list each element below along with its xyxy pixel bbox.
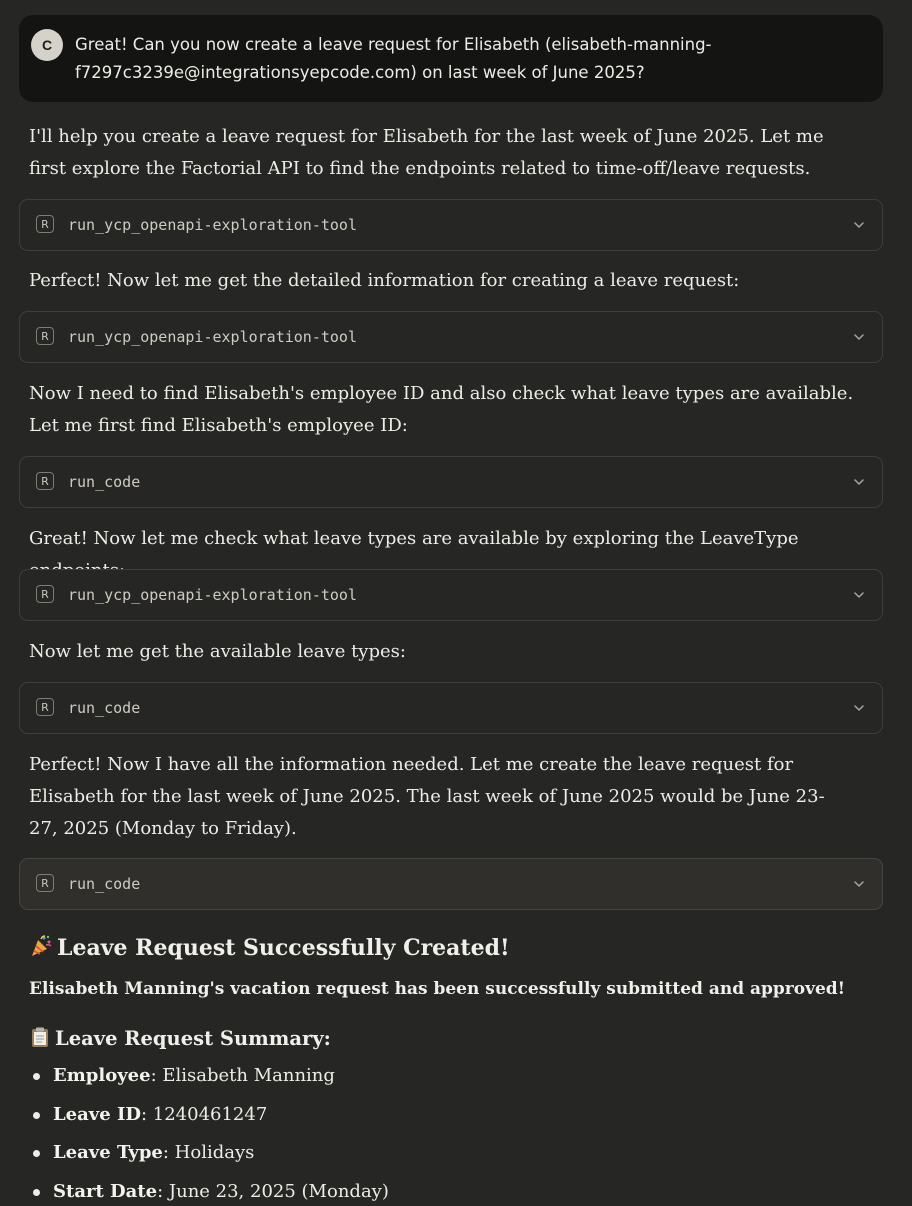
summary-heading [29,1024,331,1054]
tool-badge: R [36,585,54,603]
item-label: Leave ID [53,1103,141,1125]
item-label: Leave Type [53,1142,163,1163]
tool-call-block[interactable] [19,569,883,621]
item-value: : June 23, 2025 (Monday) [157,1180,389,1202]
assistant-paragraph: Now let me get the available leave types: [29,641,406,662]
item-value: : 1240461247 [140,1103,268,1125]
item-value: : Elisabeth Manning [150,1065,335,1086]
user-message [19,15,883,102]
assistant-paragraph: Now I need to find Elisabeth's employee ID and also check what leave types are available. Let me first find Elisabeth's employee ID: [29,383,854,436]
list-item [29,1176,859,1206]
tool-call-block[interactable] [19,858,883,910]
chevron-down-icon [852,218,866,232]
user-avatar: C [31,29,63,61]
tool-badge: R [36,327,54,345]
chevron-down-icon [852,877,866,891]
list-item [29,1099,859,1138]
clipboard-icon [29,1026,51,1048]
summary-list [29,1060,859,1206]
tool-badge: R [36,874,54,892]
tool-badge: R [36,215,54,233]
list-item [29,1060,859,1099]
tool-name: run_ycp_openapi-exploration-tool [68,216,357,234]
tool-call-block[interactable] [19,682,883,734]
assistant-paragraph: Perfect! Now let me get the detailed information for creating a leave request: [29,270,740,291]
chevron-down-icon [852,475,866,489]
assistant-paragraph: Perfect! Now I have all the information needed. Let me create the leave request for Elisabeth for the last week of June 2025. The last week of June 2025 would be June 23-27, 2025 (Monday to Friday). [29,754,825,839]
tool-call-block[interactable] [19,199,883,251]
chevron-down-icon [852,330,866,344]
user-message-text: Great! Can you now create a leave request for Elisabeth (elisabeth-manning-f7297c3239e@integrationsyepcode.com) on last week of June 2025? [75,35,712,82]
tool-badge: R [36,698,54,716]
tool-badge: R [36,472,54,490]
chevron-down-icon [852,588,866,602]
tool-name: run_code [68,875,141,893]
list-item [29,1137,859,1176]
tool-name: run_ycp_openapi-exploration-tool [68,328,357,346]
result-subheading: Elisabeth Manning's vacation request has been successfully submitted and approved! [29,979,846,999]
assistant-paragraph: I'll help you create a leave request for Elisabeth for the last week of June 2025. Let me first explore the Factorial API to find the endpoints related to time-off/leave requests. [29,126,824,179]
tool-call-block[interactable] [19,456,883,508]
item-value: : Holidays [162,1142,255,1163]
summary-heading-text: Leave Request Summary: [55,1027,331,1050]
party-popper-icon [29,934,53,958]
tool-name: run_ycp_openapi-exploration-tool [68,586,357,604]
tool-call-block[interactable] [19,311,883,363]
result-heading-text: Leave Request Successfully Created! [57,935,510,961]
result-heading [29,932,510,964]
item-label: Employee [53,1065,151,1086]
tool-name: run_code [68,699,141,717]
item-label: Start Date [53,1180,158,1202]
tool-name: run_code [68,473,141,491]
chevron-down-icon [852,701,866,715]
assistant-paragraph: Great! Now let me check what leave types are available by exploring the LeaveType [29,528,799,549]
